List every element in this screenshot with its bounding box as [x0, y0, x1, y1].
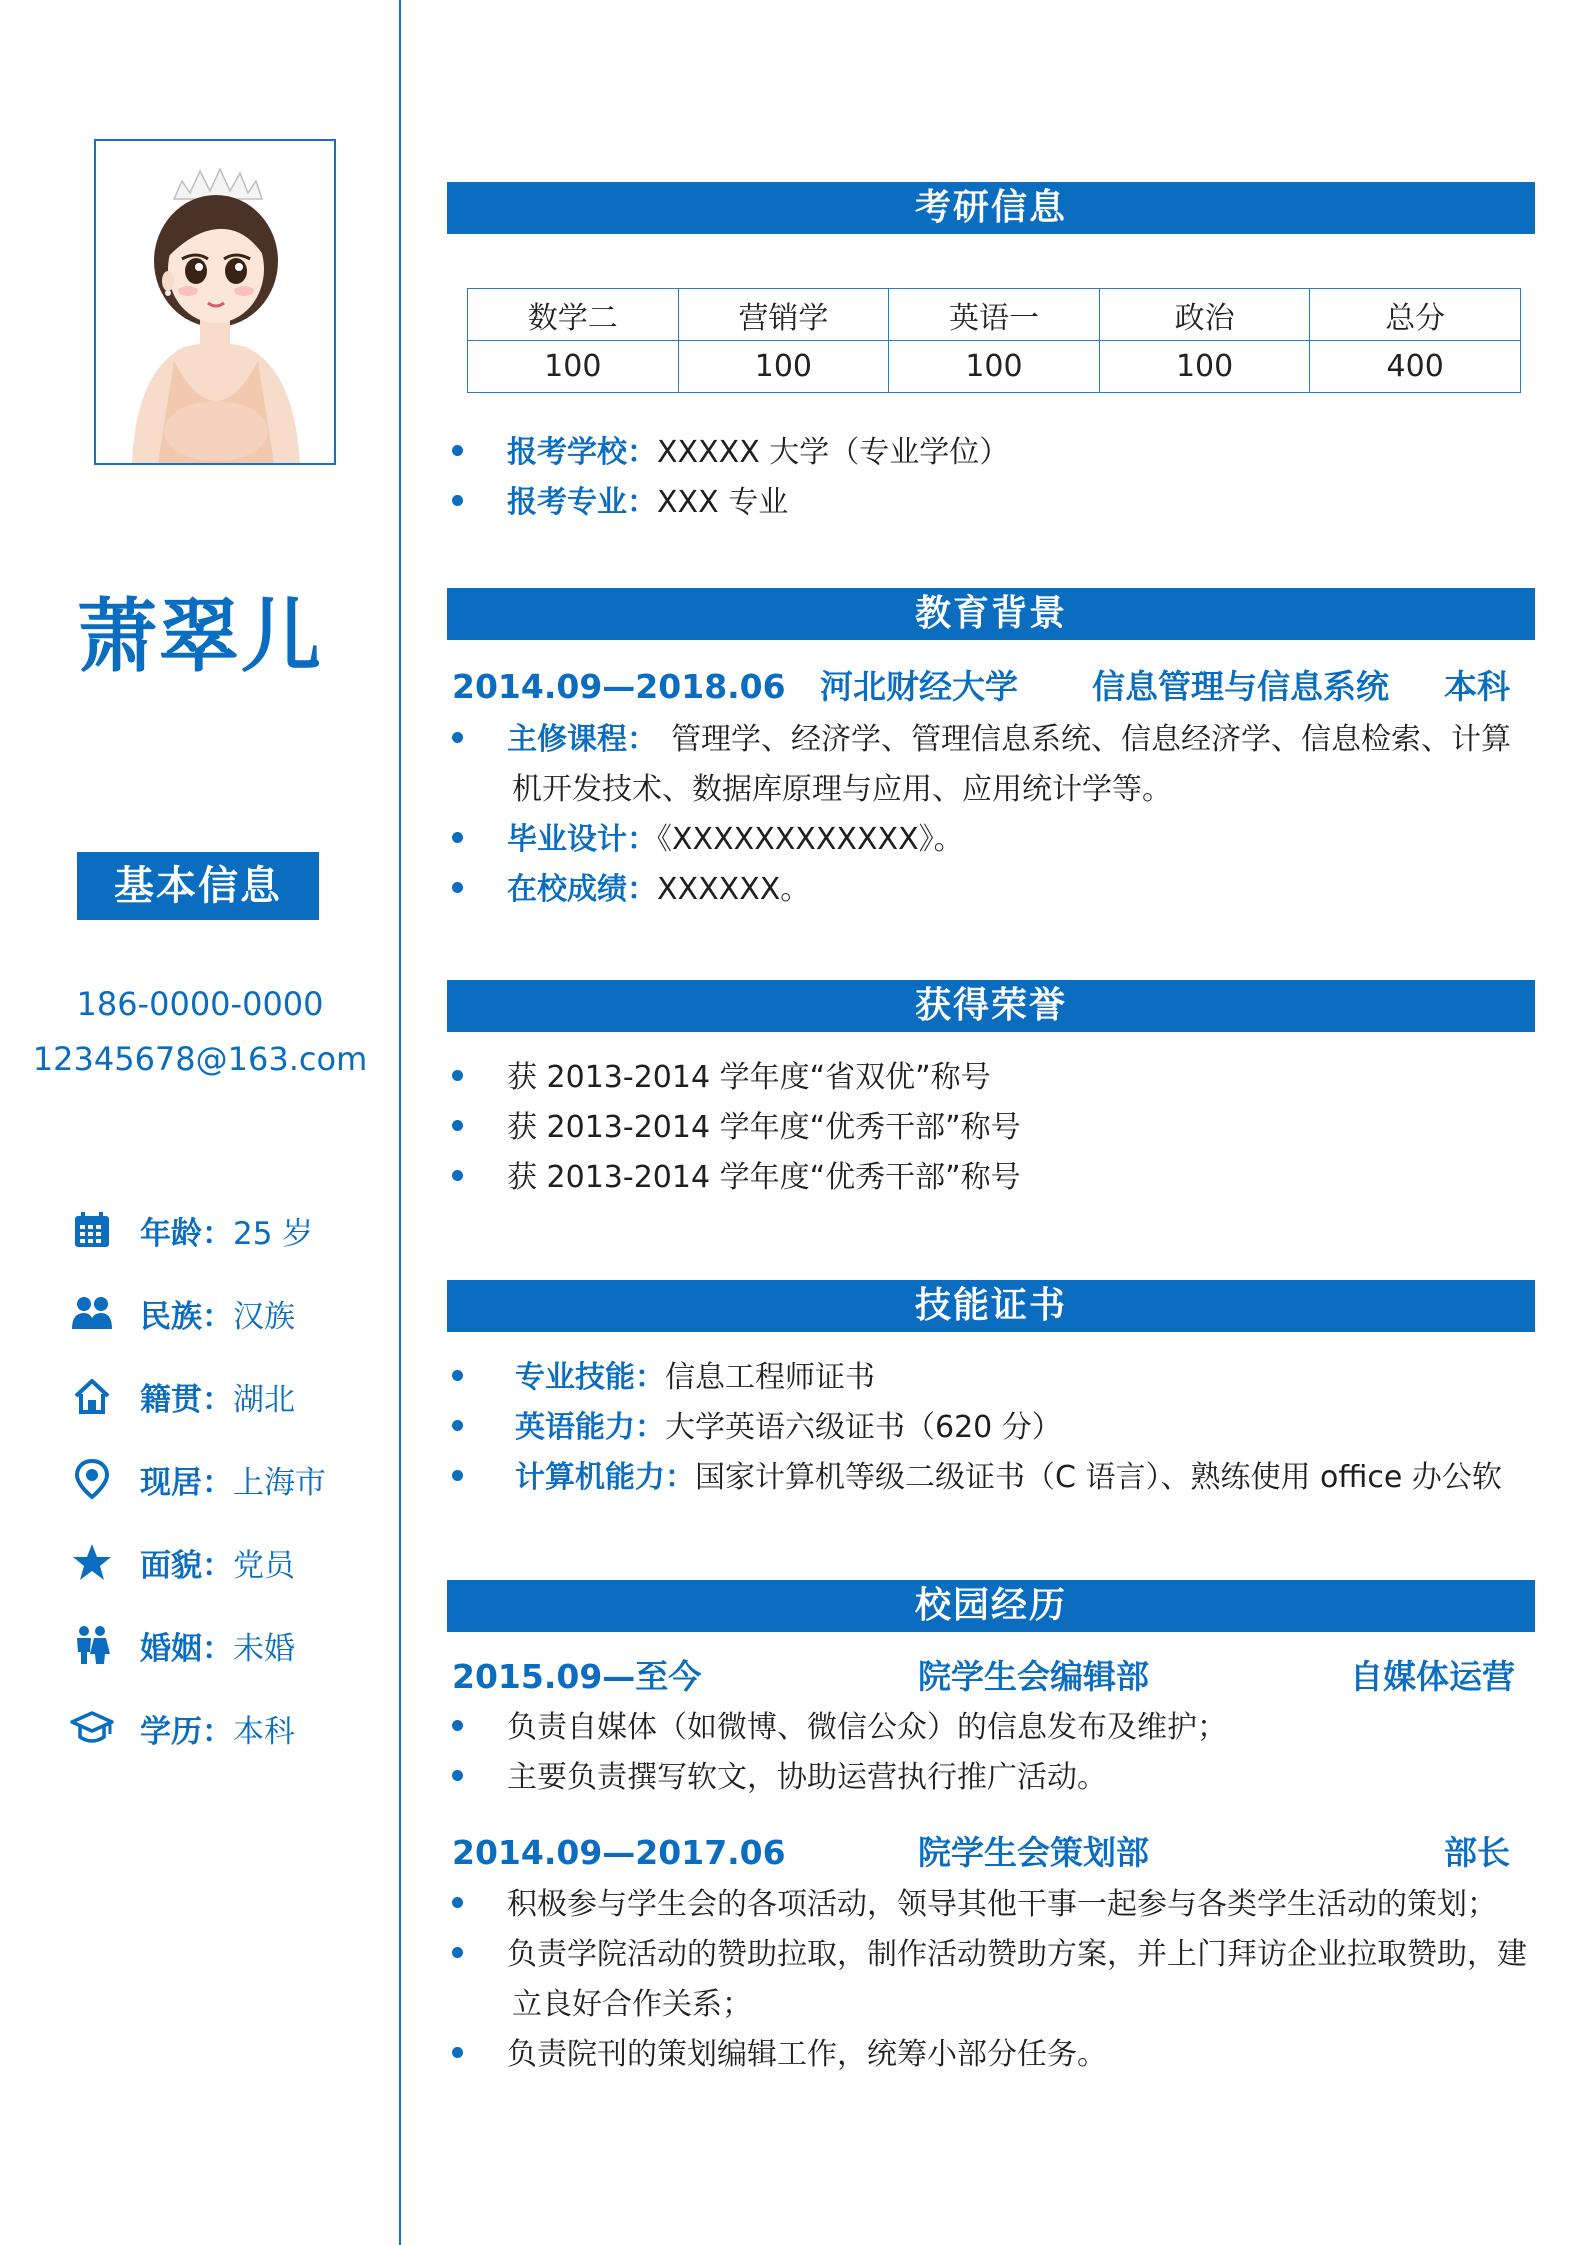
info-label: 面貌：	[140, 1547, 233, 1584]
education-thesis-item	[452, 815, 964, 865]
skill-label: 专业技能：	[515, 1360, 665, 1395]
email-address: 12345678@163.com	[32, 1040, 368, 1078]
honor-text: 获 2013-2014 学年度“优秀干部”称号	[507, 1110, 1021, 1145]
exam-major-value: XXX 专业	[657, 485, 789, 520]
education-school: 河北财经大学	[820, 667, 1018, 706]
basic-info-heading: 基本信息	[77, 852, 319, 920]
bullet-dot	[452, 1170, 463, 1181]
info-row-ethnicity	[70, 1288, 295, 1338]
info-row-hometown	[70, 1371, 295, 1421]
info-value: 未婚	[233, 1630, 295, 1667]
info-label: 现居：	[140, 1464, 233, 1501]
education-courses-item	[452, 715, 1511, 765]
info-label: 民族：	[140, 1298, 233, 1335]
honor-text: 获 2013-2014 学年度“优秀干部”称号	[507, 1160, 1021, 1195]
exam-school-value: XXXXX 大学（专业学位）	[657, 435, 1010, 470]
education-grades-value: XXXXXX。	[657, 872, 811, 907]
info-row-education-level	[70, 1703, 295, 1753]
bullet-dot	[452, 495, 463, 506]
bullet-dot	[452, 1370, 463, 1381]
info-value: 25 岁	[233, 1215, 314, 1252]
table-cell: 100	[1099, 341, 1310, 393]
section-title-education: 教育背景	[447, 588, 1535, 640]
campus-item	[452, 1880, 1497, 1930]
avatar-illustration	[96, 141, 334, 463]
campus-org: 院学生会策划部	[918, 1833, 1149, 1872]
exam-major-label: 报考专业：	[507, 485, 657, 520]
exam-major-item	[452, 478, 788, 528]
table-header-cell: 总分	[1310, 289, 1521, 341]
info-value: 湖北	[233, 1381, 295, 1418]
people-icon	[70, 1291, 114, 1335]
bullet-dot	[452, 1720, 463, 1731]
avatar-photo	[94, 139, 336, 465]
table-cell: 400	[1310, 341, 1521, 393]
skill-item	[452, 1453, 1502, 1503]
skill-value: 大学英语六级证书（620 分）	[665, 1410, 1062, 1445]
skill-item	[452, 1403, 1062, 1453]
section-title-exam: 考研信息	[447, 182, 1535, 234]
campus-item	[452, 1753, 1107, 1803]
education-courses-continuation: 机开发技术、数据库原理与应用、应用统计学等。	[512, 772, 1172, 807]
table-row	[468, 341, 1521, 393]
skill-value: 国家计算机等级二级证书（C 语言）、熟练使用 office 办公软	[695, 1460, 1502, 1495]
education-grades-item	[452, 865, 810, 915]
bullet-dot	[452, 832, 463, 843]
table-header-cell: 政治	[1099, 289, 1310, 341]
honor-text: 获 2013-2014 学年度“省双优”称号	[507, 1060, 991, 1095]
education-thesis-label: 毕业设计：	[507, 822, 657, 857]
education-thesis-value: 《XXXXXXXXXXXX》。	[657, 822, 964, 857]
table-cell: 100	[468, 341, 679, 393]
campus-header-row	[452, 1828, 1508, 1878]
bullet-dot	[452, 2047, 463, 2058]
skill-label: 英语能力：	[515, 1410, 665, 1445]
home-icon	[70, 1374, 114, 1418]
exam-score-table	[467, 288, 1521, 393]
honor-item	[452, 1153, 1021, 1203]
skill-item	[452, 1353, 875, 1403]
table-header-cell: 数学二	[468, 289, 679, 341]
campus-item	[452, 2030, 1107, 2080]
info-label: 学历：	[140, 1713, 233, 1750]
campus-item-text: 主要负责撰写软文，协助运营执行推广活动。	[507, 1760, 1107, 1795]
bullet-dot	[452, 882, 463, 893]
table-header-cell: 营销学	[678, 289, 889, 341]
education-major: 信息管理与信息系统	[1092, 667, 1389, 706]
section-title-campus: 校园经历	[447, 1580, 1535, 1632]
info-label: 年龄：	[140, 1215, 233, 1252]
bullet-dot	[452, 445, 463, 456]
info-row-marital-status	[70, 1620, 295, 1670]
bullet-dot	[452, 1947, 463, 1958]
campus-period: 2015.09—至今	[452, 1657, 702, 1696]
skill-value: 信息工程师证书	[665, 1360, 875, 1395]
campus-item-text: 负责自媒体（如微博、微信公众）的信息发布及维护；	[507, 1710, 1227, 1745]
campus-role: 自媒体运营	[1350, 1657, 1515, 1696]
info-row-age	[70, 1205, 313, 1255]
bullet-dot	[452, 1120, 463, 1131]
table-cell: 100	[678, 341, 889, 393]
table-header-cell: 英语一	[889, 289, 1100, 341]
info-value: 汉族	[233, 1298, 295, 1335]
campus-item-text: 负责院刊的策划编辑工作，统筹小部分任务。	[507, 2037, 1107, 2072]
bullet-dot	[452, 1897, 463, 1908]
info-label: 籍贯：	[140, 1381, 233, 1418]
bullet-dot	[452, 732, 463, 743]
bullet-dot	[452, 1470, 463, 1481]
exam-school-item	[452, 428, 1009, 478]
info-row-residence	[70, 1454, 326, 1504]
campus-header-row	[452, 1652, 1515, 1702]
phone-number: 186-0000-0000	[76, 985, 324, 1023]
education-header-row	[452, 662, 1508, 712]
couple-icon	[70, 1623, 114, 1667]
star-icon	[70, 1540, 114, 1584]
table-header-row	[468, 289, 1521, 341]
table-cell: 100	[889, 341, 1100, 393]
honor-item	[452, 1103, 1021, 1153]
sidebar-divider	[399, 0, 401, 2245]
info-value: 上海市	[233, 1464, 326, 1501]
info-label: 婚姻：	[140, 1630, 233, 1667]
calendar-icon	[70, 1208, 114, 1252]
bullet-dot	[452, 1420, 463, 1431]
campus-item-text: 积极参与学生会的各项活动，领导其他干事一起参与各类学生活动的策划；	[507, 1887, 1497, 1922]
candidate-name: 萧翠儿	[77, 590, 323, 683]
campus-item	[452, 1930, 1527, 1980]
bullet-dot	[452, 1770, 463, 1781]
education-period: 2014.09—2018.06	[452, 667, 786, 706]
honor-item	[452, 1053, 991, 1103]
education-courses-value: 管理学、经济学、管理信息系统、信息经济学、信息检索、计算	[671, 722, 1511, 757]
info-value: 本科	[233, 1713, 295, 1750]
graduation-cap-icon	[70, 1706, 114, 1750]
info-value: 党员	[233, 1547, 295, 1584]
location-pin-icon	[70, 1457, 114, 1501]
section-title-honors: 获得荣誉	[447, 980, 1535, 1032]
campus-item	[452, 1703, 1227, 1753]
campus-item-text: 负责学院活动的赞助拉取，制作活动赞助方案，并上门拜访企业拉取赞助，建	[507, 1937, 1527, 1972]
campus-role: 部长	[1444, 1833, 1510, 1872]
bullet-dot	[452, 1070, 463, 1081]
education-degree: 本科	[1444, 667, 1510, 706]
education-grades-label: 在校成绩：	[507, 872, 657, 907]
campus-period: 2014.09—2017.06	[452, 1833, 786, 1872]
campus-item-continuation: 立良好合作关系；	[512, 1987, 752, 2022]
education-courses-label: 主修课程：	[507, 722, 657, 757]
campus-org: 院学生会编辑部	[918, 1657, 1149, 1696]
info-row-political-status	[70, 1537, 295, 1587]
section-title-skills: 技能证书	[447, 1280, 1535, 1332]
exam-school-label: 报考学校：	[507, 435, 657, 470]
skill-label: 计算机能力：	[515, 1460, 695, 1495]
